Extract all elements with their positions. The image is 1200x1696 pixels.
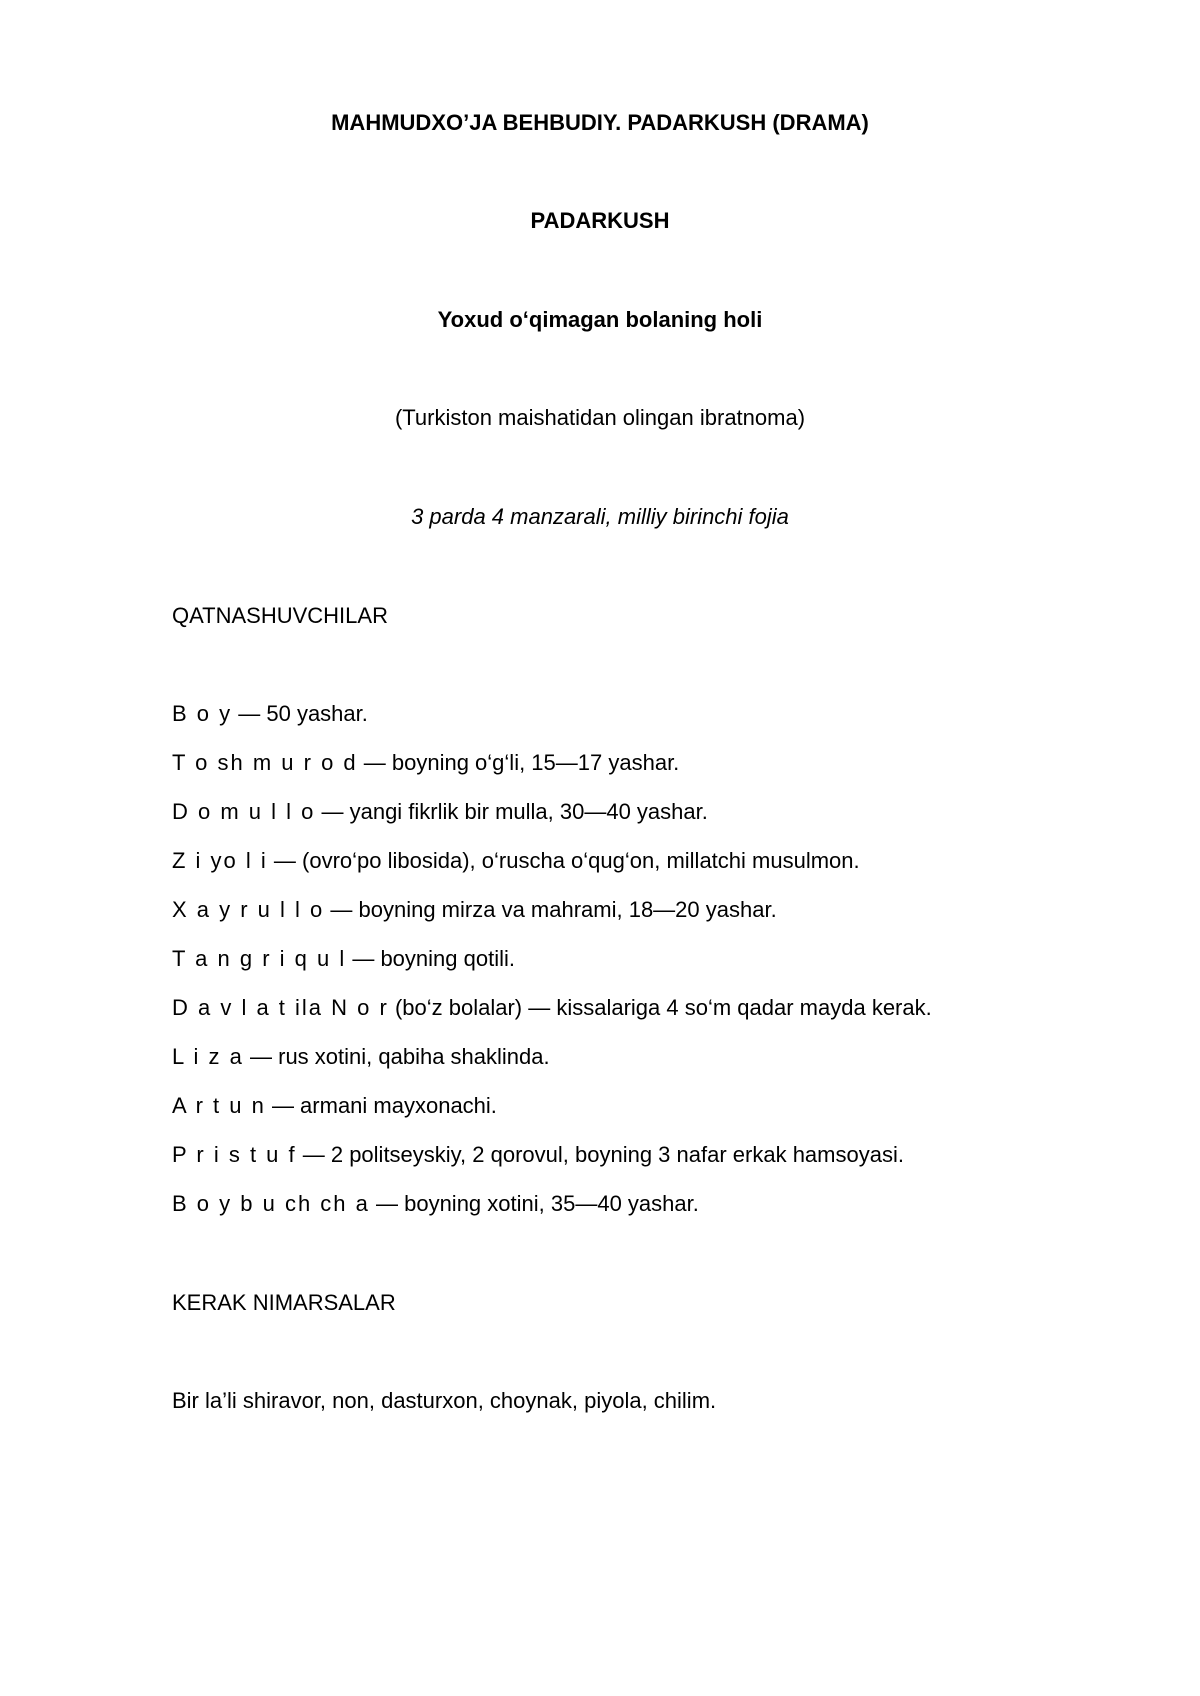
document-subtitle: Yoxud o‘qimagan bolaning holi [437,307,763,332]
document-source: (Turkiston maishatidan olingan ibratnoma) [394,405,806,430]
character-line [172,994,932,1022]
character-desc: — (ovro‘po libosida), o‘ruscha o‘qug‘on, millatchi musulmon. [267,848,860,873]
character-name: T a n g r i q u l [172,946,347,971]
character-line [172,1190,699,1218]
character-line [172,847,860,875]
characters-heading: QATNASHUVCHILAR [172,603,388,628]
character-line [172,896,777,924]
character-desc: — boyning qotili. [346,946,515,971]
character-line [172,945,515,973]
character-desc: — yangi fikrlik bir mulla, 30—40 yashar. [315,799,708,824]
character-name: P r i s t u f [172,1142,297,1167]
character-line [172,700,368,728]
character-line [172,1141,904,1169]
document-title: PADARKUSH [530,208,670,233]
document-genre: 3 parda 4 manzarali, milliy birinchi fojia [411,504,789,529]
character-desc: (bo‘z bolalar) — kissalariga 4 so‘m qadar mayda kerak. [388,995,932,1020]
character-desc: — boyning o‘g‘li, 15—17 yashar. [357,750,680,775]
character-name: D o m u l l o [172,799,316,824]
character-desc: — boyning mirza va mahrami, 18—20 yashar. [324,897,777,922]
character-line [172,1092,497,1120]
character-desc: — 50 yashar. [232,701,368,726]
character-line [172,798,708,826]
character-desc: — rus xotini, qabiha shaklinda. [243,1044,550,1069]
character-name: A r t u n [172,1093,266,1118]
props-heading: KERAK NIMARSALAR [172,1290,396,1315]
character-name: B o y [172,701,233,726]
character-desc: — boyning xotini, 35—40 yashar. [369,1191,699,1216]
character-desc: — 2 politseyskiy, 2 qorovul, boyning 3 nafar erkak hamsoyasi. [296,1142,904,1167]
character-name: Z i yo l i [172,848,268,873]
character-desc: — armani mayxonachi. [265,1093,497,1118]
props-text: Bir la’li shiravor, non, dasturxon, choynak, piyola, chilim. [172,1388,717,1413]
character-name: B o y b u ch ch a [172,1191,370,1216]
character-line [172,1043,550,1071]
character-name: X a y r u l l o [172,897,325,922]
document-header: MAHMUDXO’JA BEHBUDIY. PADARKUSH (DRAMA) [331,110,869,135]
character-name: T o sh m u r o d [172,750,358,775]
character-name: D a v l a t ila N o r [172,995,389,1020]
character-name: L i z a [172,1044,244,1069]
character-line [172,749,679,777]
